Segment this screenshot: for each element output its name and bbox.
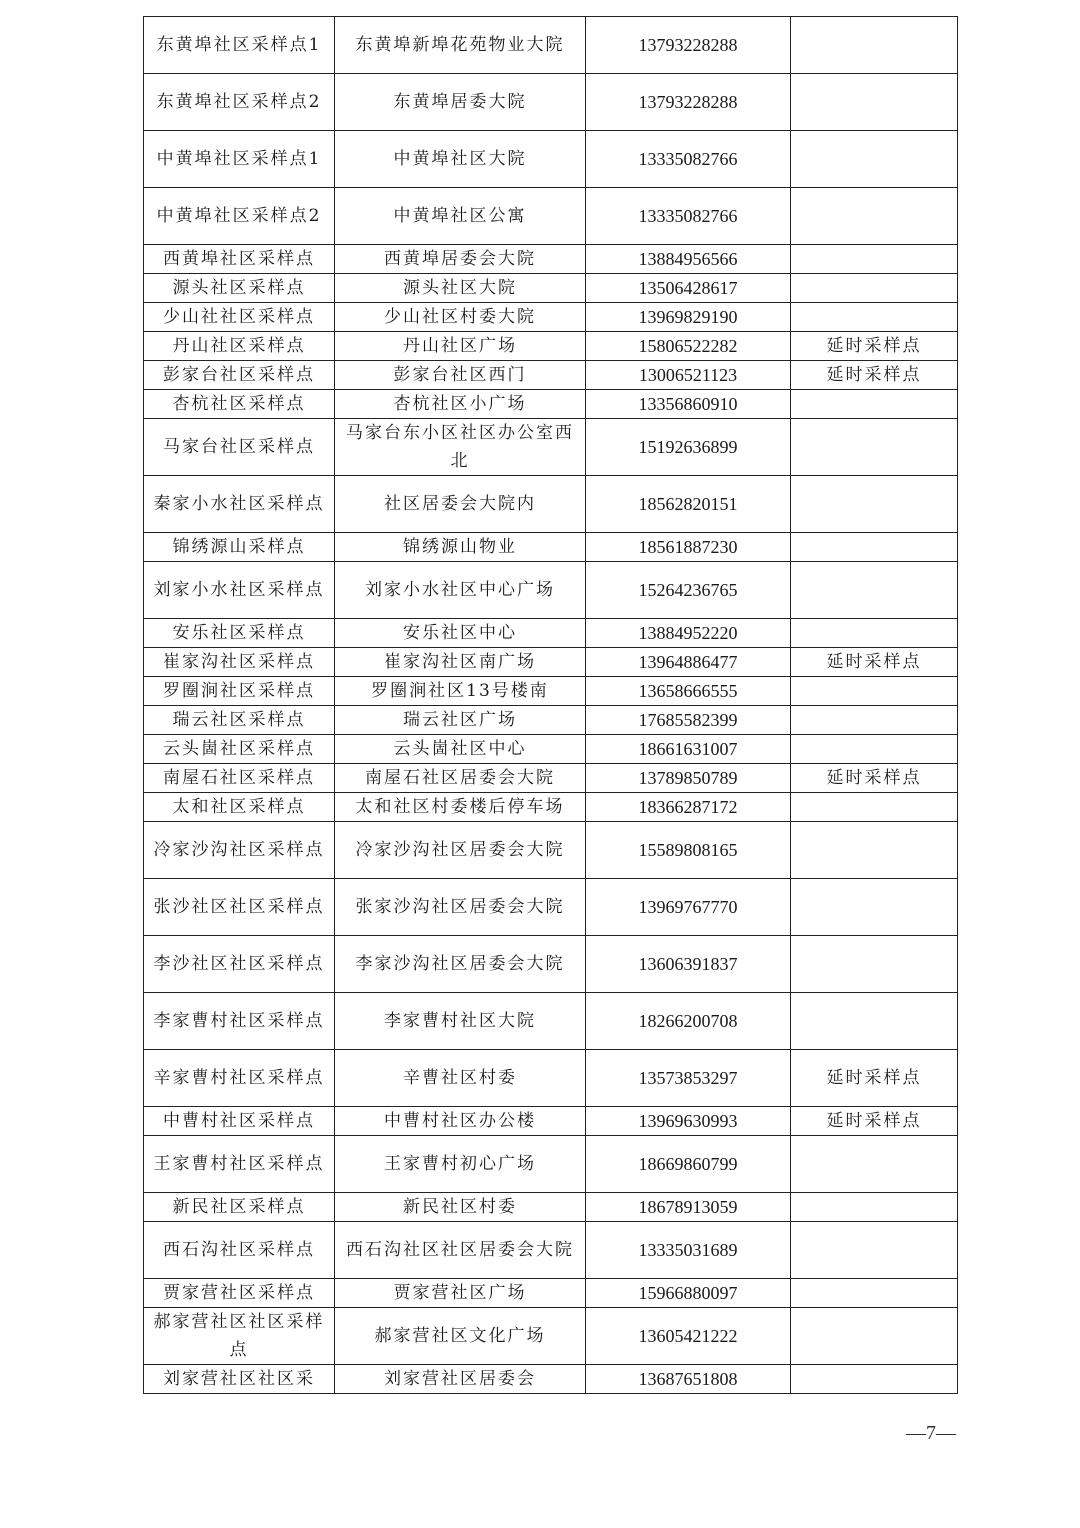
table-row	[144, 1107, 958, 1136]
cell-note	[791, 706, 958, 735]
cell-address: 罗圈涧社区13号楼南	[335, 677, 586, 706]
cell-note: 延时采样点	[791, 1107, 958, 1136]
cell-address: 锦绣源山物业	[335, 533, 586, 562]
cell-site-name: 杏杭社区采样点	[144, 390, 335, 419]
cell-phone: 15806522282	[586, 332, 791, 361]
cell-note	[791, 1136, 958, 1193]
cell-site-name: 中曹村社区采样点	[144, 1107, 335, 1136]
cell-site-name: 东黄埠社区采样点1	[144, 17, 335, 74]
cell-site-name: 中黄埠社区采样点1	[144, 131, 335, 188]
cell-address: 刘家营社区居委会	[335, 1365, 586, 1394]
table-row	[144, 735, 958, 764]
cell-site-name: 冷家沙沟社区采样点	[144, 822, 335, 879]
table-row	[144, 74, 958, 131]
cell-phone: 18661631007	[586, 735, 791, 764]
cell-phone: 13969829190	[586, 303, 791, 332]
table-row	[144, 706, 958, 735]
cell-address: 马家台东小区社区办公室西北	[335, 419, 586, 476]
cell-note	[791, 476, 958, 533]
cell-address: 南屋石社区居委会大院	[335, 764, 586, 793]
cell-site-name: 刘家小水社区采样点	[144, 562, 335, 619]
table-row	[144, 677, 958, 706]
cell-phone: 13658666555	[586, 677, 791, 706]
cell-site-name: 郝家营社区社区采样点	[144, 1308, 335, 1365]
cell-address: 李家沙沟社区居委会大院	[335, 936, 586, 993]
cell-phone: 13605421222	[586, 1308, 791, 1365]
cell-site-name: 罗圈涧社区采样点	[144, 677, 335, 706]
table-row	[144, 274, 958, 303]
cell-phone: 13969630993	[586, 1107, 791, 1136]
cell-note	[791, 303, 958, 332]
cell-address: 彭家台社区西门	[335, 361, 586, 390]
table-row	[144, 993, 958, 1050]
cell-note	[791, 1222, 958, 1279]
table-row	[144, 1308, 958, 1365]
cell-phone: 13969767770	[586, 879, 791, 936]
table-row	[144, 1365, 958, 1394]
cell-site-name: 辛家曹村社区采样点	[144, 1050, 335, 1107]
cell-note	[791, 879, 958, 936]
cell-address: 郝家营社区文化广场	[335, 1308, 586, 1365]
cell-note: 延时采样点	[791, 648, 958, 677]
cell-site-name: 西石沟社区采样点	[144, 1222, 335, 1279]
table-row	[144, 390, 958, 419]
table-row	[144, 245, 958, 274]
cell-site-name: 张沙社区社区采样点	[144, 879, 335, 936]
cell-note	[791, 188, 958, 245]
cell-note	[791, 793, 958, 822]
table-row	[144, 1136, 958, 1193]
cell-phone: 18669860799	[586, 1136, 791, 1193]
cell-phone: 18366287172	[586, 793, 791, 822]
cell-phone: 13884952220	[586, 619, 791, 648]
cell-note	[791, 822, 958, 879]
cell-address: 安乐社区中心	[335, 619, 586, 648]
table-row	[144, 1193, 958, 1222]
table-row	[144, 764, 958, 793]
cell-note: 延时采样点	[791, 1050, 958, 1107]
cell-note: 延时采样点	[791, 361, 958, 390]
cell-site-name: 王家曹村社区采样点	[144, 1136, 335, 1193]
cell-phone: 15264236765	[586, 562, 791, 619]
cell-address: 西石沟社区社区居委会大院	[335, 1222, 586, 1279]
cell-phone: 18678913059	[586, 1193, 791, 1222]
cell-site-name: 彭家台社区采样点	[144, 361, 335, 390]
cell-phone: 13006521123	[586, 361, 791, 390]
table-row	[144, 1050, 958, 1107]
cell-phone: 15589808165	[586, 822, 791, 879]
cell-note	[791, 1193, 958, 1222]
cell-note	[791, 936, 958, 993]
table-row	[144, 332, 958, 361]
cell-address: 中黄埠社区公寓	[335, 188, 586, 245]
cell-phone: 13356860910	[586, 390, 791, 419]
table-row	[144, 17, 958, 74]
table-row	[144, 648, 958, 677]
cell-address: 王家曹村初心广场	[335, 1136, 586, 1193]
cell-note	[791, 735, 958, 764]
cell-address: 辛曹社区村委	[335, 1050, 586, 1107]
cell-site-name: 西黄埠社区采样点	[144, 245, 335, 274]
cell-note	[791, 74, 958, 131]
cell-note	[791, 419, 958, 476]
cell-site-name: 李家曹村社区采样点	[144, 993, 335, 1050]
cell-address: 中曹村社区办公楼	[335, 1107, 586, 1136]
cell-address: 张家沙沟社区居委会大院	[335, 879, 586, 936]
cell-address: 云头崮社区中心	[335, 735, 586, 764]
table-row	[144, 188, 958, 245]
table-row	[144, 936, 958, 993]
cell-phone: 18266200708	[586, 993, 791, 1050]
cell-note	[791, 274, 958, 303]
table-row	[144, 303, 958, 332]
cell-site-name: 东黄埠社区采样点2	[144, 74, 335, 131]
cell-note: 延时采样点	[791, 764, 958, 793]
cell-address: 少山社区村委大院	[335, 303, 586, 332]
cell-phone: 13573853297	[586, 1050, 791, 1107]
cell-phone: 13335082766	[586, 188, 791, 245]
cell-note	[791, 1279, 958, 1308]
table-row	[144, 1222, 958, 1279]
table-row	[144, 476, 958, 533]
cell-phone: 15966880097	[586, 1279, 791, 1308]
cell-address: 李家曹村社区大院	[335, 993, 586, 1050]
cell-site-name: 丹山社区采样点	[144, 332, 335, 361]
cell-address: 东黄埠居委大院	[335, 74, 586, 131]
cell-address: 西黄埠居委会大院	[335, 245, 586, 274]
cell-site-name: 秦家小水社区采样点	[144, 476, 335, 533]
cell-site-name: 新民社区采样点	[144, 1193, 335, 1222]
cell-site-name: 太和社区采样点	[144, 793, 335, 822]
cell-note	[791, 993, 958, 1050]
table-row	[144, 793, 958, 822]
table-body	[144, 17, 958, 1394]
cell-phone: 17685582399	[586, 706, 791, 735]
cell-phone: 13884956566	[586, 245, 791, 274]
cell-site-name: 云头崮社区采样点	[144, 735, 335, 764]
cell-address: 崔家沟社区南广场	[335, 648, 586, 677]
cell-phone: 13506428617	[586, 274, 791, 303]
cell-address: 贾家营社区广场	[335, 1279, 586, 1308]
cell-note	[791, 533, 958, 562]
cell-phone: 13335082766	[586, 131, 791, 188]
cell-address: 瑞云社区广场	[335, 706, 586, 735]
cell-note	[791, 17, 958, 74]
page-number: —7—	[906, 1422, 956, 1444]
table-row	[144, 361, 958, 390]
table-row	[144, 1279, 958, 1308]
cell-phone: 13964886477	[586, 648, 791, 677]
cell-site-name: 贾家营社区采样点	[144, 1279, 335, 1308]
cell-address: 社区居委会大院内	[335, 476, 586, 533]
table-row	[144, 131, 958, 188]
cell-site-name: 中黄埠社区采样点2	[144, 188, 335, 245]
cell-site-name: 少山社社区采样点	[144, 303, 335, 332]
cell-note	[791, 390, 958, 419]
cell-note	[791, 131, 958, 188]
cell-site-name: 刘家营社区社区采	[144, 1365, 335, 1394]
cell-note	[791, 245, 958, 274]
cell-phone: 13606391837	[586, 936, 791, 993]
cell-note	[791, 619, 958, 648]
cell-site-name: 马家台社区采样点	[144, 419, 335, 476]
table-row	[144, 619, 958, 648]
cell-phone: 13335031689	[586, 1222, 791, 1279]
cell-site-name: 崔家沟社区采样点	[144, 648, 335, 677]
cell-phone: 13793228288	[586, 17, 791, 74]
cell-phone: 13789850789	[586, 764, 791, 793]
table-row	[144, 562, 958, 619]
cell-address: 太和社区村委楼后停车场	[335, 793, 586, 822]
cell-note	[791, 562, 958, 619]
cell-address: 冷家沙沟社区居委会大院	[335, 822, 586, 879]
cell-note	[791, 1365, 958, 1394]
cell-address: 丹山社区广场	[335, 332, 586, 361]
cell-site-name: 源头社区采样点	[144, 274, 335, 303]
cell-site-name: 南屋石社区采样点	[144, 764, 335, 793]
cell-phone: 18561887230	[586, 533, 791, 562]
table-row	[144, 419, 958, 476]
cell-site-name: 瑞云社区采样点	[144, 706, 335, 735]
cell-phone: 18562820151	[586, 476, 791, 533]
cell-site-name: 锦绣源山采样点	[144, 533, 335, 562]
cell-note: 延时采样点	[791, 332, 958, 361]
cell-address: 刘家小水社区中心广场	[335, 562, 586, 619]
cell-site-name: 李沙社区社区采样点	[144, 936, 335, 993]
cell-address: 杏杭社区小广场	[335, 390, 586, 419]
sampling-points-table	[143, 16, 958, 1394]
cell-phone: 15192636899	[586, 419, 791, 476]
table-row	[144, 533, 958, 562]
table-row	[144, 879, 958, 936]
cell-site-name: 安乐社区采样点	[144, 619, 335, 648]
cell-address: 源头社区大院	[335, 274, 586, 303]
cell-address: 东黄埠新埠花苑物业大院	[335, 17, 586, 74]
cell-address: 中黄埠社区大院	[335, 131, 586, 188]
cell-note	[791, 1308, 958, 1365]
cell-note	[791, 677, 958, 706]
cell-phone: 13687651808	[586, 1365, 791, 1394]
table-row	[144, 822, 958, 879]
cell-phone: 13793228288	[586, 74, 791, 131]
cell-address: 新民社区村委	[335, 1193, 586, 1222]
